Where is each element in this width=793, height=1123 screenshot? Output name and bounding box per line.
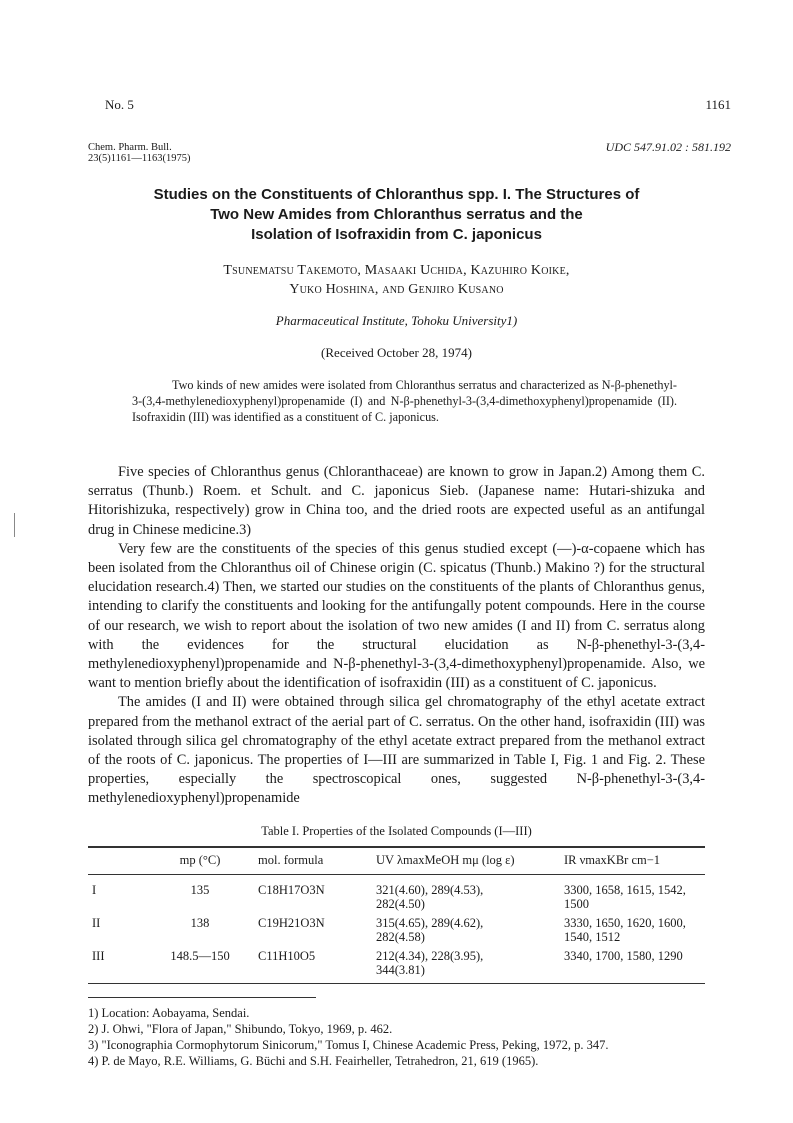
body-text [88, 463, 705, 809]
row-mp: 148.5—150 [146, 946, 254, 984]
row-mp: 135 [190, 883, 210, 897]
citation-line-2: 23(5)1161—1163(1975) [88, 153, 191, 164]
row-formula: C11H10O5 [254, 946, 372, 984]
authors-line-2: Yuko Hoshina, and Genjiro Kusano [289, 282, 504, 297]
row-formula: C19H21O3N [258, 916, 325, 930]
uv-line-2: 344(3.81) [376, 963, 425, 977]
ir-line-1: 3300, 1658, 1615, 1542, [564, 883, 686, 897]
margin-mark [14, 513, 15, 537]
journal-citation [88, 142, 190, 164]
uv-line-1: 321(4.60), 289(4.53), [376, 883, 484, 897]
udc-code: UDC 547.91.02 : 581.192 [605, 140, 731, 154]
ir-line-2: 1540, 1512 [564, 930, 621, 944]
row-ir [560, 913, 705, 946]
paragraph-1: Five species of Chloranthus genus (Chloranthaceae) are known to grow in Japan.2) Among them C. serratus (Thunb.) Roem. et Schult. and C. japonicus Sieb. (Japanese name: Hutari-shizuka and Hitorishizuka, respectively) grow in China too, and the dried roots are expected useful as an antifungal drug in Chinese medicine.3) [88, 464, 705, 538]
ir-line-1: 3330, 1650, 1620, 1600, [564, 916, 686, 930]
row-ir [560, 875, 705, 914]
row-id: I [92, 883, 97, 897]
issue-number: No. 5 [105, 97, 134, 112]
uv-line-2: 282(4.50) [376, 897, 425, 911]
footnote-3: 3) "Iconographia Cormophytorum Sinicorum," Tomus I, Chinese Academic Press, Peking, 1972, p. 347. [88, 1038, 609, 1052]
header-formula: mol. formula [254, 847, 372, 875]
row-id: III [88, 946, 146, 984]
paragraph-3: The amides (I and II) were obtained through silica gel chromatography of the ethyl acetate extract prepared from the methanol extract of the aerial part of C. serratus. On the other hand, isofraxidin (III) was isolated through silica gel chromatography of the ethyl acetate extract prepared from the methanol extract of the roots of C. japonicus. The properties of I—III are summarized in Table I, Fig. 1 and Fig. 2. These properties, especially the spectroscopical ones, suggested N-β-phenethyl-3-(3,4-methylenedioxyphenyl)propenamide [88, 694, 705, 807]
footnote-2: 2) J. Ohwi, "Flora of Japan," Shibundo, Tokyo, 1969, p. 462. [88, 1022, 393, 1036]
row-uv [372, 913, 560, 946]
ir-line-1: 3340, 1700, 1580, 1290 [564, 949, 683, 963]
footnote-1: 1) Location: Aobayama, Sendai. [88, 1006, 250, 1020]
uv-line-1: 212(4.34), 228(3.95), [376, 949, 484, 963]
affiliation: Pharmaceutical Institute, Tohoku University1) [275, 313, 518, 328]
title-line-3: Isolation of Isofraxidin from C. japonicus [251, 226, 542, 243]
properties-table [88, 846, 705, 984]
table-header-row [88, 847, 705, 875]
row-mp: 138 [190, 916, 210, 930]
header-id [88, 847, 146, 875]
table-row [88, 913, 705, 946]
footnote-divider [88, 997, 316, 998]
row-uv [372, 946, 560, 984]
footnotes [88, 1005, 718, 1069]
abstract-text: Two kinds of new amides were isolated from Chloranthus serratus and characterized as N-β-phenethyl-3-(3,4-methylenedioxyphenyl)propenamide (I) and N-β-phenethyl-3-(3,4-dimethoxyphenyl)propenamide (II). Isofraxidin (III) was identified as a constituent of C. japonicus. [132, 378, 677, 424]
table-caption: Table I. Properties of the Isolated Compounds (I—III) [261, 824, 532, 838]
page-number: 1161 [705, 97, 731, 112]
citation-line-1: Chem. Pharm. Bull. [88, 142, 172, 153]
row-id: II [92, 916, 101, 930]
author-list [0, 261, 793, 299]
header-ir: IR νmaxKBr cm−1 [560, 847, 705, 875]
title-line-1: Studies on the Constituents of Chloranthus spp. I. The Structures of [153, 186, 640, 203]
uv-line-2: 282(4.58) [376, 930, 425, 944]
table-row [88, 875, 705, 914]
authors-line-1: Tsunematsu Takemoto, Masaaki Uchida, Kazuhiro Koike, [223, 263, 570, 278]
uv-line-1: 315(4.65), 289(4.62), [376, 916, 484, 930]
table-row [88, 946, 705, 984]
abstract [132, 377, 677, 425]
footnote-4: 4) P. de Mayo, R.E. Williams, G. Büchi and S.H. Feairheller, Tetrahedron, 21, 619 (1965). [88, 1054, 539, 1068]
header-mp: mp (°C) [146, 847, 254, 875]
ir-line-2: 1500 [564, 897, 589, 911]
row-formula: C18H17O3N [258, 883, 325, 897]
row-uv [372, 875, 560, 914]
header-uv: UV λmaxMeOH mμ (log ε) [372, 847, 560, 875]
paragraph-2: Very few are the constituents of the species of this genus studied except (—)-α-copaene which has been isolated from the Chloranthus oil of Chinese origin (C. spicatus (Thunb.) Makino ?) for the structural elucidation research.4) Then, we started our studies on the constituents of the plants of Chloranthus genus, intending to clarify the constituents and looking for the antifungally potent compounds. Here in the course of our research, we wish to report about the isolation of two new amides (I and II) from C. serratus along with the evidences for the structural elucidation as N-β-phenethyl-3-(3,4-methylenedioxyphenyl)propenamide and N-β-phenethyl-3-(3,4-dimethoxyphenyl)propenamide. Also, we want to mention briefly about the identification of isofraxidin (III) as a constituent of C. japonicus. [88, 540, 705, 692]
title-line-2: Two New Amides from Chloranthus serratus and the [210, 206, 583, 223]
paper-title [0, 185, 793, 245]
row-ir [560, 946, 705, 984]
received-date: (Received October 28, 1974) [321, 345, 472, 360]
